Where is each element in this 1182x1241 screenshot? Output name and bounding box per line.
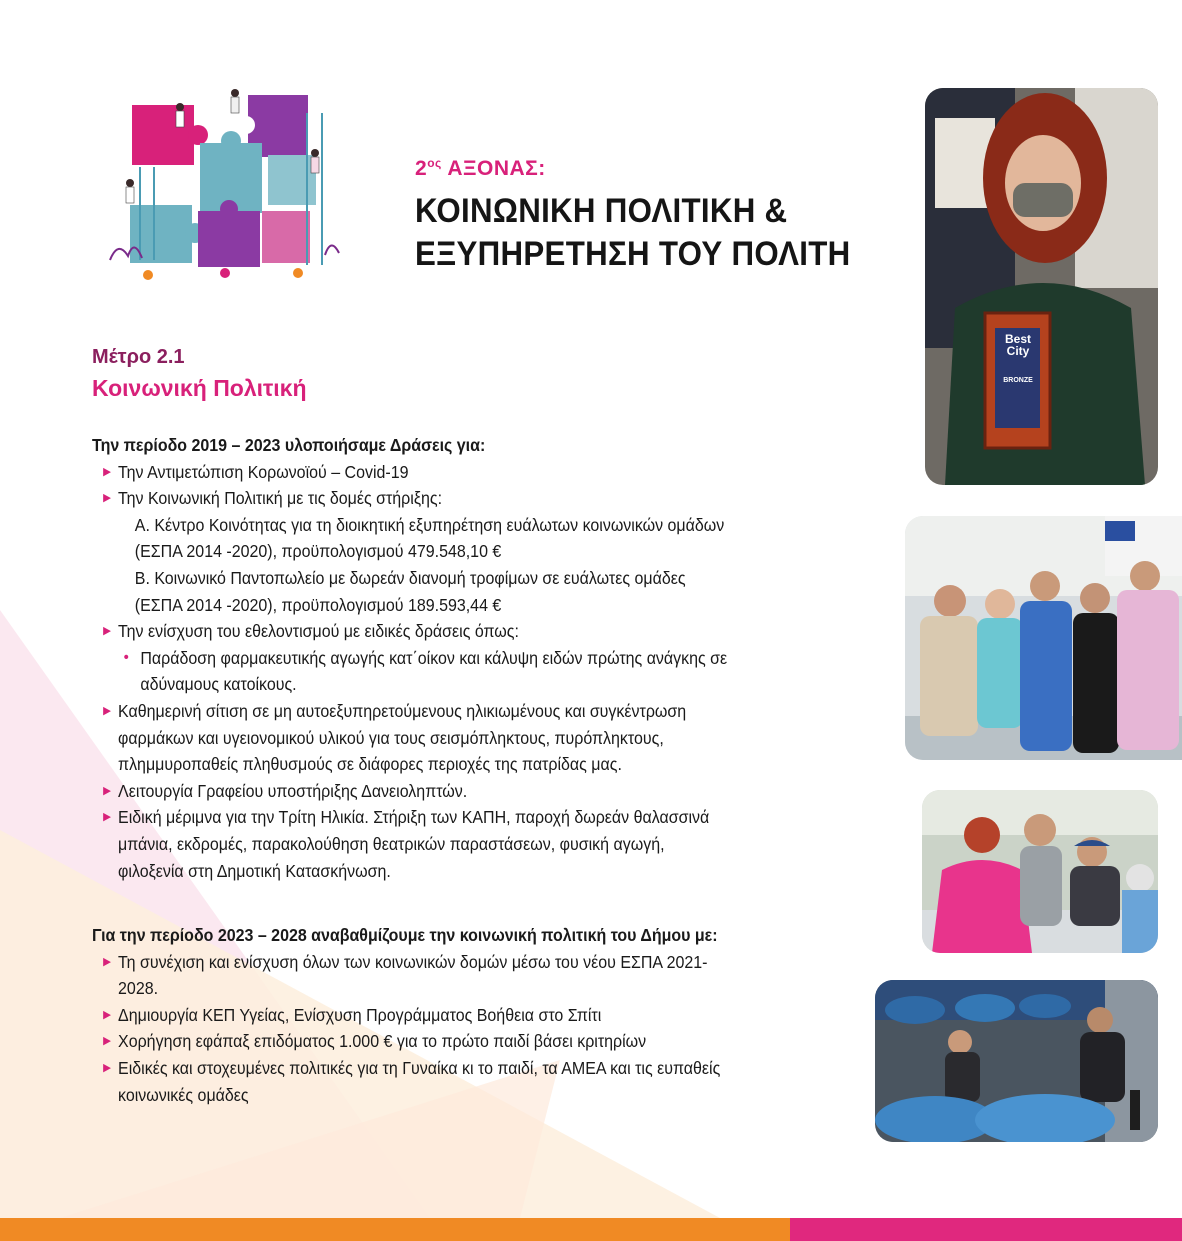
section-2023-2028: [92, 922, 780, 1108]
triangle-bullet-icon: ▶: [103, 625, 112, 638]
list-item: [92, 1002, 780, 1029]
dot-bullet-icon: •: [123, 648, 129, 666]
dot-item-text: Παράδοση φαρμακευτικής αγωγής κατ΄οίκον και κάλυψη ειδών πρώτης ανάγκης σε: [140, 647, 728, 668]
list-item-text: Δημιουργία ΚΕΠ Υγείας, Ενίσχυση Προγράμματος Βοήθεια στο Σπίτι: [118, 1004, 602, 1025]
measure-name: Κοινωνική Πολιτική: [92, 375, 307, 401]
list-item-text: Χορήγηση εφάπαξ επιδόματος 1.000 € για το πρώτο παιδί βάσει κριτηρίων: [118, 1031, 647, 1052]
list-item-text: Ειδική μέριμνα για την Τρίτη Ηλικία. Στήριξη των ΚΑΠΗ, παροχή δωρεάν θαλασσινά: [118, 807, 710, 828]
photo-food-distribution: [875, 980, 1158, 1142]
triangle-bullet-icon: ▶: [103, 1008, 112, 1021]
axis-suffix: ος: [427, 156, 442, 170]
measure-code: Μέτρο 2.1: [92, 346, 185, 368]
sub-item-b-line2: (ΕΣΠΑ 2014 -2020), προϋπολογισμού 189.593,44 €: [134, 594, 502, 615]
list-item: [92, 804, 780, 831]
axis-label: [415, 156, 546, 181]
section1-intro: Την περίοδο 2019 – 2023 υλοποιήσαμε Δράσεις για:: [92, 435, 486, 455]
bottom-bar-pink: [790, 1218, 1182, 1241]
list-item: [92, 778, 780, 805]
list-item-line: φαρμάκων και υγειονομικού υλικού για τους σεισμόπληκτους, πυρόπληκτους,: [118, 727, 664, 748]
triangle-bullet-icon: ▶: [103, 784, 112, 797]
triangle-bullet-icon: ▶: [103, 811, 112, 824]
list-item-line: κοινωνικές ομάδες: [118, 1084, 249, 1105]
award-plaque-line2: City: [1006, 344, 1030, 358]
triangle-bullet-icon: ▶: [103, 1035, 112, 1048]
sub-item-a-line2: (ΕΣΠΑ 2014 -2020), προϋπολογισμού 479.548,10 €: [134, 541, 502, 562]
list-item: [92, 949, 780, 976]
triangle-bullet-icon: ▶: [103, 1061, 112, 1074]
section-2019-2023: [92, 432, 780, 884]
axis-title: ΚΟΙΝΩΝΙΚΗ ΠΟΛΙΤΙΚΗ & ΕΞΥΠΗΡΕΤΗΣΗ ΤΟΥ ΠΟΛΙΤΗ: [415, 192, 851, 273]
list-item-text: Λειτουργία Γραφείου υποστήριξης Δανειοληπτών.: [118, 780, 468, 801]
bottom-color-bar: [0, 1218, 1182, 1241]
list-item-text: Τη συνέχιση και ενίσχυση όλων των κοινωνικών δομών μέσω του νέου ΕΣΠΑ 2021-: [118, 951, 708, 972]
sub-item-a-line1: Α. Κέντρο Κοινότητας για τη διοικητική εξυπηρέτηση ευάλωτων κοινωνικών ομάδων: [134, 514, 725, 535]
award-plaque-line3: BRONZE: [1003, 377, 1033, 384]
list-item-line: φιλοξενία στη Δημοτική Κατασκήνωση.: [118, 860, 391, 881]
triangle-bullet-icon: ▶: [103, 955, 112, 968]
award-plaque-line1: Best: [1004, 332, 1031, 346]
photo-elderly-visit: [922, 790, 1158, 953]
puzzle-illustration: [100, 85, 345, 285]
list-item-line: 2028.: [118, 978, 159, 999]
list-item-text: Καθημερινή σίτιση σε μη αυτοεξυπηρετούμενους ηλικιωμένους και συγκέντρωση: [118, 700, 687, 721]
list-item-text: Ειδικές και στοχευμένες πολιτικές για τη Γυναίκα κι το παιδί, τα ΑΜΕΑ και τις ευπαθείς: [118, 1057, 721, 1078]
dot-item: [92, 645, 780, 672]
triangle-bullet-icon: ▶: [103, 465, 112, 478]
list-item: [92, 1028, 780, 1055]
list-item-line: πλημμυροπαθείς πληθυσμούς σε διάφορες περιοχές της πατρίδας μας.: [118, 754, 622, 775]
list-item-line: μπάνια, εκδρομές, παρακολούθηση θεατρικών παραστάσεων, φυσική αγωγή,: [118, 833, 665, 854]
list-item-text: Την Αντιμετώπιση Κορωνοϊού – Covid-19: [118, 461, 409, 482]
axis-number: 2: [415, 157, 428, 180]
list-item: [92, 459, 780, 486]
bottom-bar-orange: [0, 1218, 790, 1241]
list-item: [92, 485, 780, 512]
axis-word: ΑΞΟΝΑΣ:: [447, 157, 546, 180]
sub-item-b-line1: Β. Κοινωνικό Παντοπωλείο με δωρεάν διανομή τροφίμων σε ευάλωτες ομάδες: [134, 567, 686, 588]
dot-item-line2: αδύναμους κατοίκους.: [140, 674, 297, 695]
triangle-bullet-icon: ▶: [103, 492, 112, 505]
list-item: [92, 1055, 780, 1082]
photo-group: [905, 516, 1182, 760]
list-item: [92, 618, 780, 645]
triangle-bullet-icon: ▶: [103, 704, 112, 717]
photo-award: [925, 88, 1158, 485]
section2-intro: Για την περίοδο 2023 – 2028 αναβαθμίζουμε την κοινωνική πολιτική του Δήμου με:: [92, 925, 718, 945]
list-item-text: Την ενίσχυση του εθελοντισμού με ειδικές δράσεις όπως:: [118, 621, 519, 642]
list-item: [92, 698, 780, 725]
list-item-text: Την Κοινωνική Πολιτική με τις δομές στήριξης:: [118, 488, 443, 509]
